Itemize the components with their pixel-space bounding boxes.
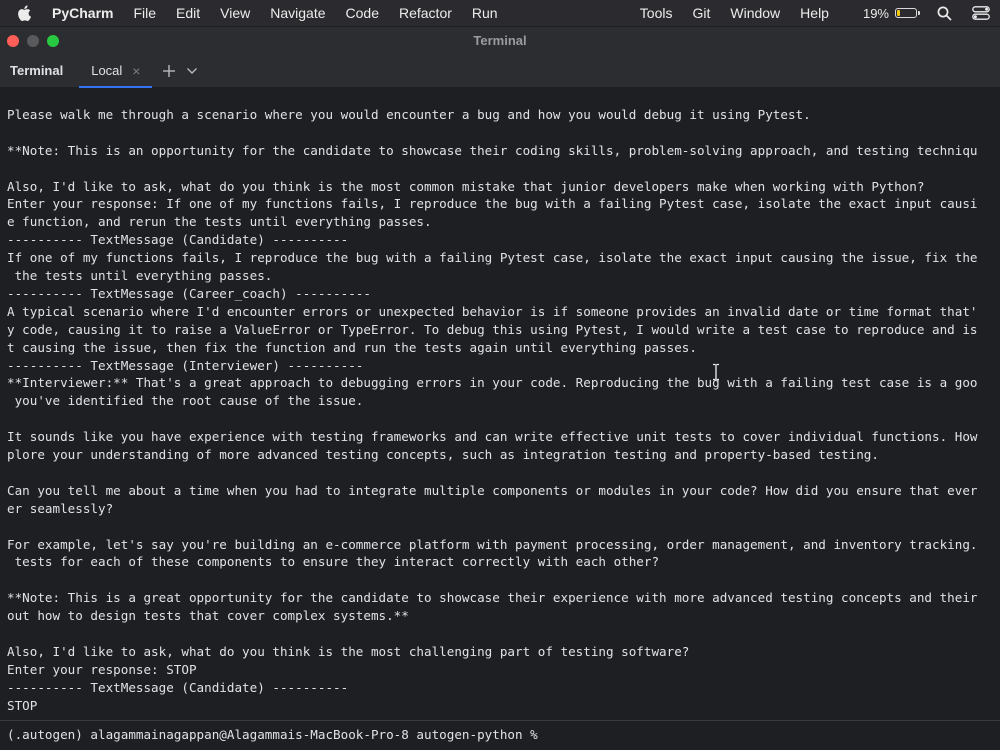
battery-percent: 19% bbox=[862, 5, 889, 21]
menu-help[interactable]: Help bbox=[800, 5, 829, 21]
terminal-line: For example, let's say you're building an e-commerce platform with payment processing, order management, and inventory tracking. bbox=[7, 536, 978, 552]
battery-status[interactable] bbox=[853, 6, 927, 21]
terminal-line: out how to design tests that cover complex systems.** bbox=[7, 608, 409, 624]
terminal-line: Enter your response: If one of my functions fails, I reproduce the bug with a failing Pytest case, isolate the exact input causi bbox=[7, 196, 978, 212]
tab-local-label: Local bbox=[91, 63, 123, 78]
menu-app-name[interactable]: PyCharm bbox=[52, 5, 114, 21]
new-tab-button[interactable] bbox=[162, 64, 176, 78]
terminal-line bbox=[0, 464, 7, 482]
terminal-line: plore your understanding of more advanced testing concepts, such as integration testing and property-based testing. bbox=[7, 447, 879, 462]
terminal-line: Enter your response: STOP bbox=[7, 661, 197, 677]
terminal-line: you've identified the root cause of the issue. bbox=[7, 393, 364, 409]
tab-dropdown-button[interactable] bbox=[186, 67, 198, 75]
menu-edit[interactable]: Edit bbox=[176, 5, 201, 21]
control-center-icon[interactable] bbox=[962, 6, 1000, 20]
text-cursor-icon bbox=[711, 363, 721, 381]
terminal-line bbox=[0, 160, 7, 178]
menu-refactor[interactable]: Refactor bbox=[398, 5, 452, 21]
terminal-line: ---------- TextMessage (Interviewer) ---------- bbox=[7, 357, 364, 373]
shell-prompt: (.autogen) alagammainagappan@Alagammais-MacBook-Pro-8 autogen-python % bbox=[7, 727, 538, 742]
menu-view[interactable]: View bbox=[220, 5, 251, 21]
terminal-line: STOP bbox=[7, 697, 38, 713]
terminal-line: Also, I'd like to ask, what do you think is the most common mistake that junior developers make when working with Python? bbox=[7, 178, 925, 194]
menu-tools[interactable]: Tools bbox=[639, 5, 673, 21]
terminal-line: ---------- TextMessage (Candidate) ---------- bbox=[7, 232, 349, 248]
tab-local[interactable] bbox=[79, 54, 152, 88]
terminal-line bbox=[0, 571, 7, 589]
close-tab-icon[interactable]: × bbox=[132, 62, 141, 79]
terminal-line: y code, causing it to raise a ValueError or TypeError. To debug this using Pytest, I would write a test case to reproduce and is bbox=[7, 321, 978, 337]
close-window-button[interactable] bbox=[7, 35, 19, 47]
terminal-line: **Note: This is a great opportunity for the candidate to showcase their experience with more advanced testing concepts and their bbox=[7, 590, 978, 606]
menu-window[interactable]: Window bbox=[730, 5, 781, 21]
terminal-line bbox=[0, 518, 7, 536]
terminal-line: **Note: This is an opportunity for the candidate to showcase their coding skills, problem-solving approach, and testing techniqu bbox=[7, 142, 978, 158]
terminal-line: Also, I'd like to ask, what do you think is the most challenging part of testing software? bbox=[7, 643, 690, 659]
plus-icon bbox=[162, 64, 176, 78]
terminal-line: er seamlessly? bbox=[7, 500, 114, 516]
menu-file[interactable]: File bbox=[133, 5, 157, 21]
chevron-down-icon bbox=[186, 67, 198, 75]
terminal-line: Please walk me through a scenario where you would encounter a bug and how you would debug it using Pytest. bbox=[7, 106, 811, 122]
terminal-line bbox=[0, 625, 7, 643]
terminal-line: ---------- TextMessage (Career_coach) ---------- bbox=[7, 285, 371, 301]
terminal-line bbox=[0, 88, 7, 106]
search-icon[interactable] bbox=[927, 6, 962, 21]
window-title-bar bbox=[0, 27, 1000, 54]
terminal-line: t causing the issue, then fix the function and run the tests again until everything passes. bbox=[7, 339, 697, 355]
terminal-tab-strip bbox=[0, 54, 1000, 88]
minimize-window-button[interactable] bbox=[27, 35, 39, 47]
menu-navigate[interactable]: Navigate bbox=[270, 5, 326, 21]
terminal-prompt-area[interactable] bbox=[0, 720, 1000, 750]
menu-git[interactable]: Git bbox=[692, 5, 711, 21]
menu-run[interactable]: Run bbox=[471, 5, 498, 21]
terminal-line: tests for each of these components to ensure they interact correctly with each other? bbox=[7, 554, 660, 570]
battery-icon bbox=[895, 8, 917, 18]
terminal-line bbox=[0, 124, 7, 142]
menu-code[interactable]: Code bbox=[345, 5, 379, 21]
tool-window-title: Terminal bbox=[10, 63, 64, 78]
terminal-line: Can you tell me about a time when you had to integrate multiple components or modules in your code? How did you ensure that ever bbox=[7, 482, 978, 498]
terminal-line: e function, and rerun the tests until everything passes. bbox=[7, 214, 432, 230]
terminal-line: A typical scenario where I'd encounter errors or unexpected behavior is if someone provides an invalid date or time format that' bbox=[7, 303, 978, 319]
terminal-line bbox=[0, 410, 7, 428]
terminal-line: ---------- TextMessage (Candidate) ---------- bbox=[7, 679, 349, 695]
terminal-line: If one of my functions fails, I reproduce the bug with a failing Pytest case, isolate the exact input causing the issue, fix the bbox=[7, 250, 978, 266]
window-title: Terminal bbox=[473, 33, 527, 48]
terminal-line: the tests until everything passes. bbox=[7, 268, 273, 283]
terminal-line: It sounds like you have experience with testing frameworks and can write effective unit tests to cover individual functions. How bbox=[7, 429, 978, 445]
zoom-window-button[interactable] bbox=[47, 35, 59, 47]
apple-icon[interactable] bbox=[0, 5, 48, 21]
menu-bar bbox=[0, 0, 1000, 26]
terminal-line: **Interviewer:** That's a great approach to debugging errors in your code. Reproducing the bug with a failing test case is a goo bbox=[7, 375, 978, 391]
terminal-output[interactable] bbox=[0, 88, 1000, 720]
